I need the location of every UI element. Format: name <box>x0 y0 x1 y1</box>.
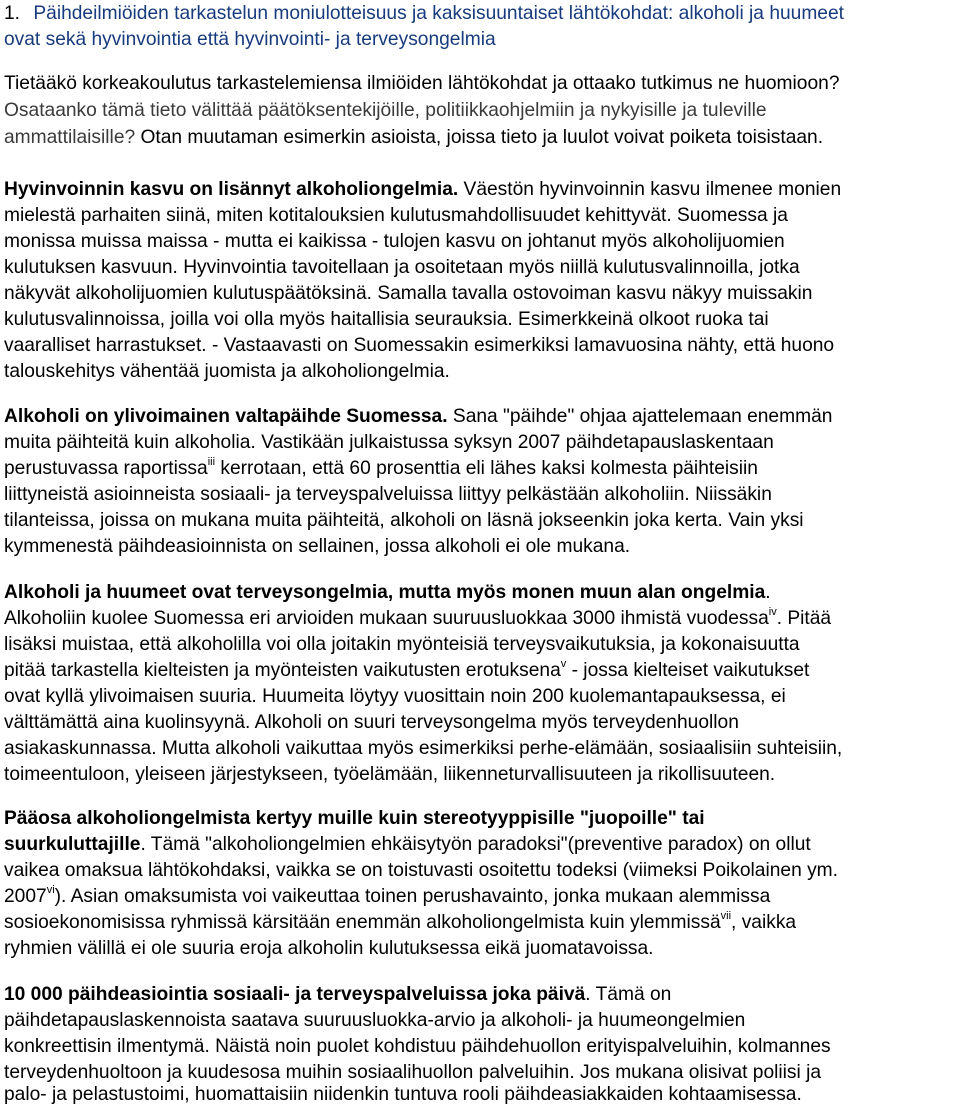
paragraph-line: vaikea omaksua lähtökohdaksi, vaikka se on toistuvasti osoitettu todeksi (viimeksi Poikolainen ym. <box>4 860 838 881</box>
footnote-ref[interactable]: iii <box>207 455 216 468</box>
paragraph-line <box>4 982 671 1008</box>
paragraph-text: Huumeita löytyy vuosittain noin 200 kuolemantapauksessa, ei <box>256 686 786 707</box>
section-heading-line-1 <box>4 1 844 27</box>
paragraph-text: ovat kyllä ylivoimaisen suuria. <box>4 686 257 707</box>
paragraph-line <box>4 736 842 762</box>
paragraph-heading: Alkoholi ja huumeet ovat terveysongelmia, mutta myös monen muun alan ongelmia <box>4 582 766 603</box>
paragraph-text: liittyneistä asioinneista sosiaali- ja terveyspalveluissa liittyy pelkästään alkoholiin. <box>4 484 690 505</box>
paragraph-line: terveydenhuoltoon ja kuudesosa muihin sosiaalihuollon palveluihin. Jos mukana olisivat poliisi ja <box>4 1062 822 1083</box>
paragraph-text: Mutta alkoholi vaikuttaa myös esimerkiksi perhe-elämään, sosiaalisiin suhteisiin, <box>156 738 843 759</box>
paragraph-text: pitää tarkastella kielteisten ja myönteisten vaikutusten erotuksena <box>4 660 561 681</box>
paragraph-line <box>4 281 812 307</box>
paragraph-line <box>4 832 811 858</box>
paragraph-line: monissa muissa maissa - mutta ei kaikissa - tulojen kasvu on johtanut myös alkoholijuomien <box>4 231 785 252</box>
paragraph-text: Esimerkkeinä olkoot ruoka tai <box>512 309 769 330</box>
paragraph-line <box>4 177 841 203</box>
paragraph-line <box>4 255 800 281</box>
paragraph-line <box>4 508 804 534</box>
paragraph-text: mielestä parhaiten siinä, miten kotitalouksien kulutusmahdollisuudet kehittyvät. <box>4 205 672 226</box>
intro-line-3 <box>4 125 823 151</box>
paragraph-text: vaaralliset harrastukset. <box>4 335 207 356</box>
paragraph-line <box>4 482 772 508</box>
paragraph-text: konkreettisin ilmentymä. <box>4 1036 210 1057</box>
paragraph-heading: Hyvinvoinnin kasvu on lisännyt alkoholiongelmia. <box>4 179 459 200</box>
paragraph-heading: Alkoholi on ylivoimainen valtapäihde Suomessa. <box>4 406 448 427</box>
footnote-ref[interactable]: iv <box>768 605 777 618</box>
paragraph-text: - Vastaavasti on Suomessakin esimerkiksi lamavuosina nähty, että huono <box>206 335 835 356</box>
heading-number: 1. <box>4 3 21 24</box>
paragraph-line <box>4 684 786 710</box>
paragraph-text: Niissäkin <box>689 484 772 505</box>
paragraph-text: ). Asian omaksumista voi vaikeuttaa toinen perushavainto, jonka mukaan alemmissa <box>54 886 771 907</box>
footnote-ref[interactable]: v <box>560 657 567 670</box>
paragraph-heading: suurkuluttajille <box>4 834 141 855</box>
paragraph-text: Näistä noin puolet kohdistuu päihdehuollon erityispalveluihin, kolmannes <box>209 1036 831 1057</box>
paragraph-line: päihdetapauslaskennoista saatava suuruusluokka-arvio ja alkoholi- ja huumeongelmien <box>4 1010 746 1031</box>
paragraph-line <box>4 658 809 684</box>
paragraph-text: kerrotaan, että 60 prosenttia eli lähes kaksi kolmesta päihteisiin <box>215 458 758 479</box>
paragraph-line <box>4 203 788 229</box>
intro-text: Otan muutaman esimerkin asioista, joissa tieto ja luulot voivat poiketa toisistaan. <box>135 127 824 148</box>
intro-text: ammattilaisille? <box>4 127 136 148</box>
paragraph-text: kulutusvalinnoissa, joilla voi olla myös haitallisia seurauksia. <box>4 309 513 330</box>
paragraph-line <box>4 910 796 936</box>
paragraph-text: sosioekonomisissa ryhmissä kärsitään enemmän alkoholiongelmista kuin ylemmissä <box>4 912 721 933</box>
paragraph-line: kymmenestä päihdeasioinnista on sellainen, jossa alkoholi ei ole mukana. <box>4 536 631 557</box>
paragraph-text: perustuvassa raportissa <box>4 458 208 479</box>
paragraph-text: , vaikka <box>731 912 797 933</box>
paragraph-text: asiakaskunnassa. <box>4 738 157 759</box>
paragraph-text: Väestön hyvinvoinnin kasvu ilmenee monien <box>458 179 842 200</box>
paragraph-line <box>4 430 774 456</box>
paragraph-line <box>4 307 769 333</box>
paragraph-text: 2007 <box>4 886 47 907</box>
paragraph-heading: 10 000 päihdeasiointia sosiaali- ja terveyspalveluissa joka päivä <box>4 984 586 1005</box>
paragraph-text: . <box>765 582 771 603</box>
paragraph-text: välttämättä aina kuolinsyynä. <box>4 712 251 733</box>
paragraph-text: näkyvät alkoholijuomien kulutuspäätöksinä. <box>4 283 372 304</box>
paragraph-line <box>4 404 832 430</box>
paragraph-text: Alkoholi on suuri terveysongelma myös terveydenhuollon <box>250 712 739 733</box>
paragraph-line <box>4 333 834 359</box>
paragraph-line <box>4 1034 831 1060</box>
paragraph-line: talouskehitys vähentää juomista ja alkoholiongelmia. <box>4 361 450 382</box>
paragraph-text: . Tämä on <box>585 984 672 1005</box>
intro-line-2: Osataanko tämä tieto välittää päätöksentekijöille, politiikkaohjelmiin ja nykyisille ja tuleville <box>4 100 767 121</box>
paragraph-line: palo- ja pelastustoimi, huomattaisiin niidenkin tuntuva rooli päihdeasiakkaiden kohtaamisessa. <box>4 1084 802 1105</box>
footnote-ref[interactable]: vi <box>46 883 55 896</box>
paragraph-text: kulutuksen kasvuun. <box>4 257 178 278</box>
paragraph-line <box>4 710 739 736</box>
paragraph-text: Vastikään julkaistussa syksyn 2007 päihdetapauslaskentaan <box>255 432 774 453</box>
paragraph-text: Samalla tavalla ostovoiman kasvu näkyy muissakin <box>371 283 813 304</box>
paragraph-text: Vain yksi <box>722 510 804 531</box>
paragraph-text: muita päihteitä kuin alkoholia. <box>4 432 256 453</box>
paragraph-line: lisäksi muistaa, että alkoholilla voi olla joitakin myönteisiä terveysvaikutuksia, ja kokonaisuutta <box>4 634 800 655</box>
paragraph-text: Hyvinvointia tavoitellaan ja osoitetaan myös niillä kulutusvalinnoilla, jotka <box>177 257 800 278</box>
paragraph-text: Suomessa ja <box>671 205 788 226</box>
section-heading-line-2: ovat sekä hyvinvointia että hyvinvointi- ja terveysongelmia <box>4 29 496 50</box>
paragraph-text: . Pitää <box>776 608 832 629</box>
paragraph-line: toimeentuloon, yleiseen järjestykseen, työelämään, liikenneturvallisuuteen ja rikollisuuteen. <box>4 764 776 785</box>
paragraph-text: Sana "päihde" ohjaa ajattelemaan enemmän <box>447 406 833 427</box>
intro-line-1: Tietääkö korkeakoulutus tarkastelemiensa ilmiöiden lähtökohdat ja ottaako tutkimus ne huomioon? <box>4 73 840 94</box>
paragraph-text: tilanteissa, joissa on mukana muita päihteitä, alkoholi on läsnä jokseenkin joka kerta. <box>4 510 723 531</box>
paragraph-line <box>4 606 831 632</box>
paragraph-heading: Pääosa alkoholiongelmista kertyy muille kuin stereotyyppisille "juopoille" tai <box>4 808 705 829</box>
heading-text: Päihdeilmiöiden tarkastelun moniulotteisuus ja kaksisuuntaiset lähtökohdat: alkoholi ja huumeet <box>33 3 844 24</box>
paragraph-text: - jossa kielteiset vaikutukset <box>566 660 810 681</box>
paragraph-line <box>4 580 771 606</box>
footnote-ref[interactable]: vii <box>720 909 732 922</box>
paragraph-text: . Tämä "alkoholiongelmien ehkäisytyön paradoksi"(preventive paradox) on ollut <box>140 834 811 855</box>
paragraph-line <box>4 456 758 482</box>
paragraph-text: Alkoholiin kuolee Suomessa eri arvioiden mukaan suuruusluokkaa 3000 ihmistä vuodessa <box>4 608 769 629</box>
paragraph-line: ryhmien välillä ei ole suuria eroja alkoholin kulutuksessa eikä juomatavoissa. <box>4 938 654 959</box>
paragraph-line <box>4 884 770 910</box>
